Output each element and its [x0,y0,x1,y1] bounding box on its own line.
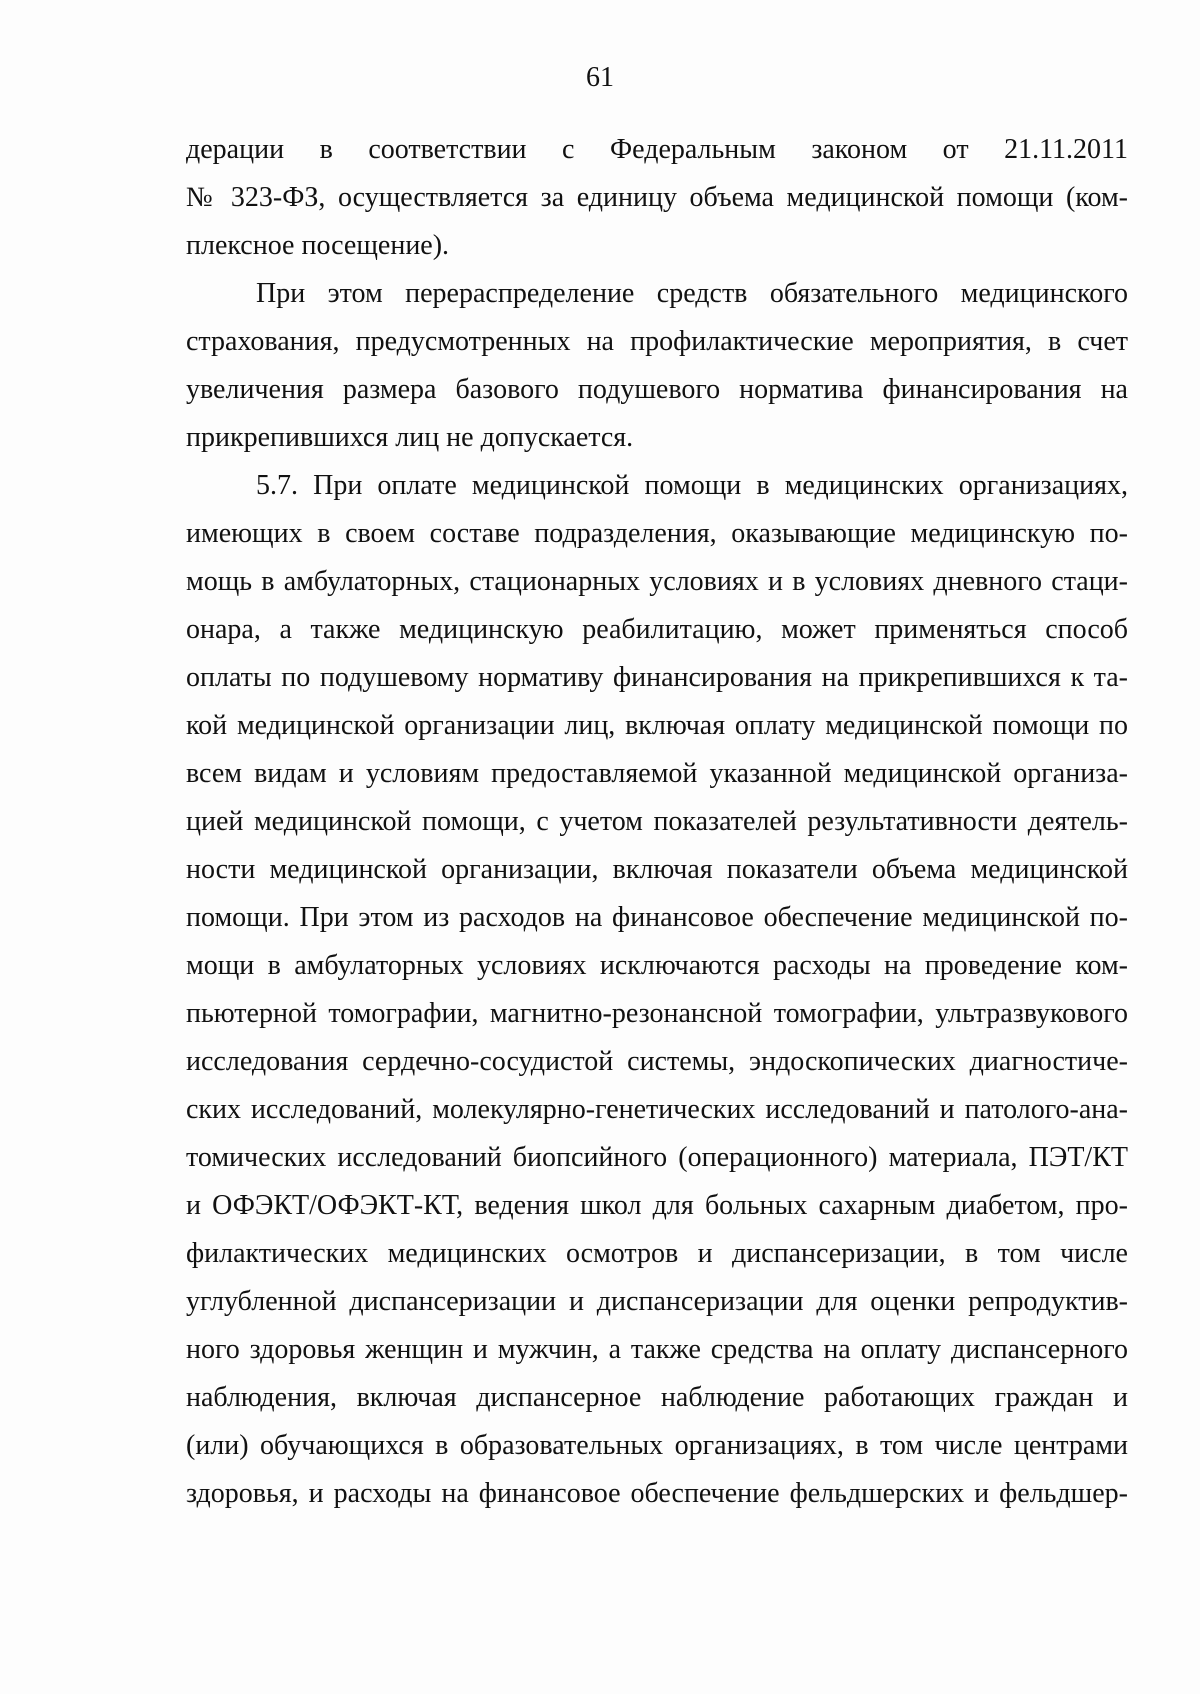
page-number: 61 [586,62,614,93]
text-line: пьютерной томографии, магнитно-резонансной томографии, ультразвукового [186,998,1128,1029]
text-line: здоровья, и расходы на финансовое обеспечение фельдшерских и фельдшер- [186,1478,1128,1509]
text-line: томических исследований биопсийного (операционного) материала, ПЭТ/КТ [186,1142,1128,1173]
page-body [186,126,1128,1518]
text-line: имеющих в своем составе подразделения, оказывающие медицинскую по- [186,518,1128,549]
text-line: мощь в амбулаторных, стационарных условиях и в условиях дневного стаци- [186,566,1128,597]
text-line: (или) обучающихся в образовательных организациях, в том числе центрами [186,1430,1128,1461]
text-line: кой медицинской организации лиц, включая оплату медицинской помощи по [186,710,1128,741]
text-line: углубленной диспансеризации и диспансеризации для оценки репродуктив- [186,1286,1128,1317]
text-line: мощи в амбулаторных условиях исключаются расходы на проведение ком- [186,950,1128,981]
paragraph-5-7 [186,462,1128,1518]
text-line: исследования сердечно-сосудистой системы, эндоскопических диагностиче- [186,1046,1128,1077]
text-line: прикрепившихся лиц не допускается. [186,422,634,453]
paragraph-continuation [186,126,1128,270]
text-line: наблюдения, включая диспансерное наблюдение работающих граждан и [186,1382,1128,1413]
text-line: оплаты по подушевому нормативу финансирования на прикрепившихся к та- [186,662,1128,693]
text-line: увеличения размера базового подушевого норматива финансирования на [186,374,1128,405]
text-line: При этом перераспределение средств обязательного медицинского [256,278,1128,309]
text-line: ного здоровья женщин и мужчин, а также средства на оплату диспансерного [186,1334,1128,1365]
text-line: 5.7. При оплате медицинской помощи в медицинских организациях, [256,470,1128,501]
text-line: плексное посещение). [186,230,450,261]
text-line: № 323-ФЗ, осуществляется за единицу объема медицинской помощи (ком- [186,182,1128,213]
text-line: ских исследований, молекулярно-генетических исследований и патолого-ана- [186,1094,1128,1125]
text-line: цией медицинской помощи, с учетом показателей результативности деятель- [186,806,1128,837]
text-line: страхования, предусмотренных на профилактические мероприятия, в счет [186,326,1128,357]
text-line: и ОФЭКТ/ОФЭКТ-КТ, ведения школ для больных сахарным диабетом, про- [186,1190,1128,1221]
text-line: помощи. При этом из расходов на финансовое обеспечение медицинской по- [186,902,1128,933]
text-line: онара, а также медицинскую реабилитацию, может применяться способ [186,614,1128,645]
text-line: филактических медицинских осмотров и диспансеризации, в том числе [186,1238,1128,1269]
text-line: дерации в соответствии с Федеральным законом от 21.11.2011 [186,134,1128,165]
text-line: всем видам и условиям предоставляемой указанной медицинской организа- [186,758,1128,789]
text-line: ности медицинской организации, включая показатели объема медицинской [186,854,1128,885]
paragraph-redistribution [186,270,1128,462]
